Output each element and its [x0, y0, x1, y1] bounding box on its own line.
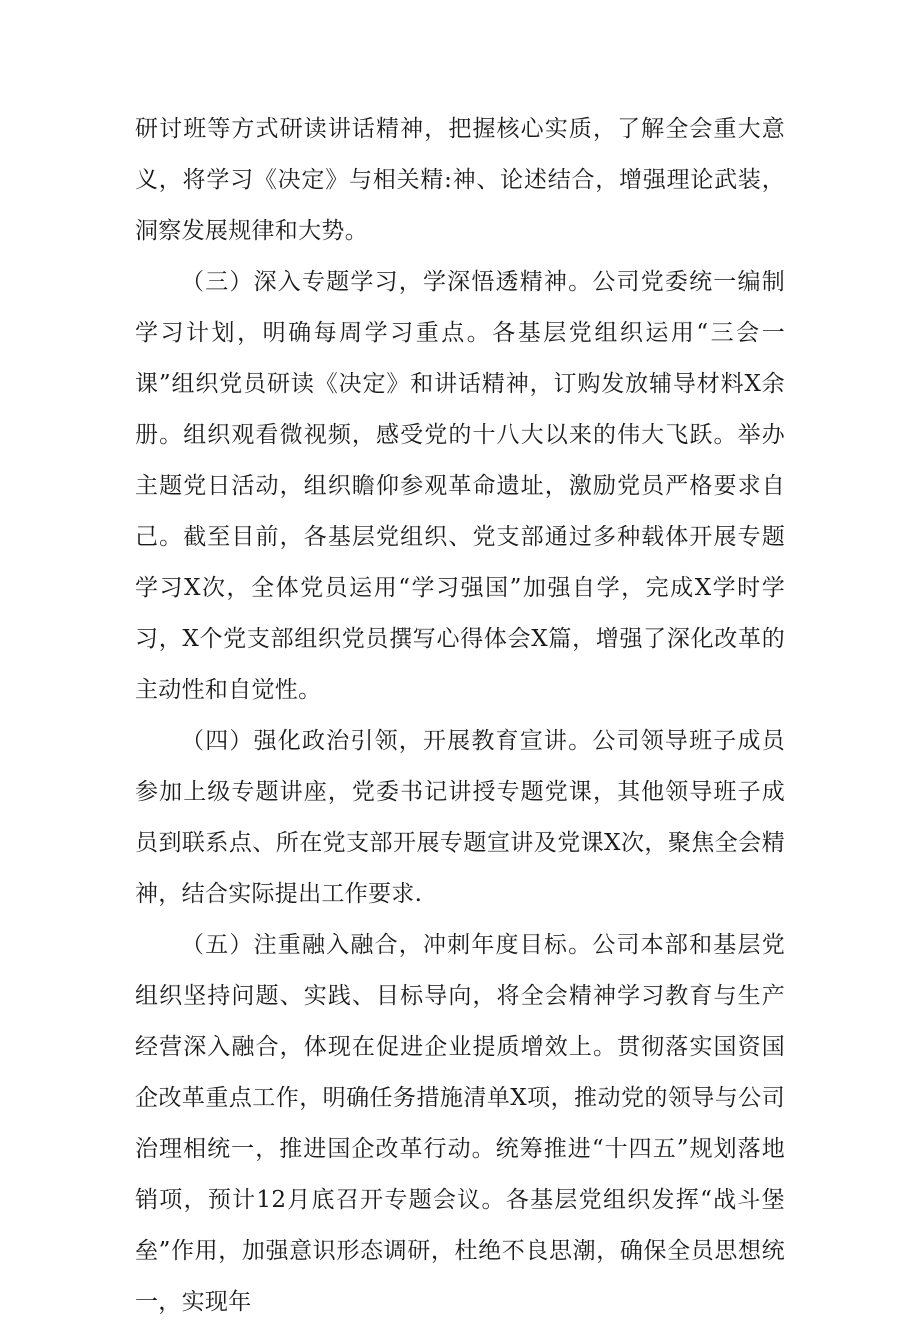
document-body [135, 104, 785, 1328]
paragraph-continuation: 研讨班等方式研读讲话精神，把握核心实质，了解全会重大意义，将学习《决定》与相关精:神、论述结合，增强理论武装，洞察发展规律和大势。 [135, 116, 785, 244]
paragraph-section-3: （三）深入专题学习，学深悟透精神。公司党委统一编制学习计划，明确每周学习重点。各基层党组织运用“三会一课”组织党员研读《决定》和讲话精神，订购发放辅导材料X余册。组织观看微视频，感受党的十八大以来的伟大飞跃。举办主题党日活动，组织瞻仰参观革命遗址，激励党员严格要求自己。截至目前，各基层党组织、党支部通过多种载体开展专题学习X次，全体党员运用“学习强国”加强自学，完成X学时学习，X个党支部组织党员撰写心得体会X篇，增强了深化改革的主动性和自觉性。 [135, 269, 785, 703]
paragraph-section-4: （四）强化政治引领，开展教育宣讲。公司领导班子成员参加上级专题讲座，党委书记讲授专题党课，其他领导班子成员到联系点、所在党支部开展专题宣讲及党课X次，聚焦全会精神，结合实际提出工作要求. [135, 728, 785, 907]
paragraph-section-5: （五）注重融入融合，冲刺年度目标。公司本部和基层党组织坚持问题、实践、目标导向，将全会精神学习教育与生产经营深入融合，体现在促进企业提质增效上。贯彻落实国资国企改革重点工作，明确任务措施清单X项，推动党的领导与公司治理相统一，推进国企改革行动。统筹推进“十四五”规划落地销项，预计12月底召开专题会议。各基层党组织发挥“战斗堡垒”作用，加强意识形态调研，杜绝不良思潮，确保全员思想统一，实现年 [135, 932, 785, 1315]
